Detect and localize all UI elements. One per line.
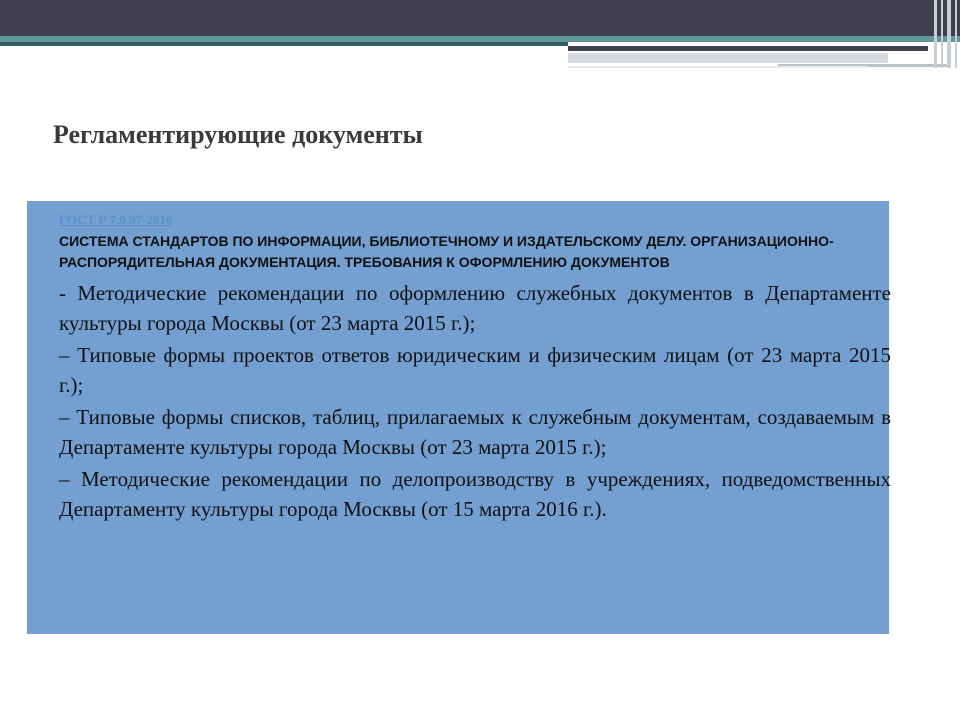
document-list (59, 278, 891, 524)
decorative-line (568, 53, 888, 63)
content-box (27, 201, 889, 634)
gost-link[interactable]: ГОСТ Р 7.0.97-2016 (59, 212, 173, 227)
slide-title: Регламентирующие документы (53, 120, 423, 149)
list-item: - Методические рекомендации по оформлению служебных документов в Департаменте культуры города Москвы (от 23 марта 2015 г.); (59, 281, 891, 335)
decorative-line (568, 66, 868, 68)
list-item: – Типовые формы списков, таблиц, прилагаемых к служебным документам, создаваемым в Департаменте культуры города Москвы (от 23 марта 2015 г.); (59, 405, 891, 459)
header-bar (0, 0, 960, 36)
list-item: – Типовые формы проектов ответов юридическим и физическим лицам (от 23 марта 2015 г.); (59, 343, 891, 397)
corner-decoration (932, 0, 960, 68)
list-item: – Методические рекомендации по делопроизводству в учреждениях, подведомственных Департаменту культуры города Москвы (от 15 марта 2016 г.). (59, 467, 891, 521)
decorative-line (568, 46, 928, 51)
accent-line (0, 42, 568, 46)
standard-name: СИСТЕМА СТАНДАРТОВ ПО ИНФОРМАЦИИ, БИБЛИОТЕЧНОМУ И ИЗДАТЕЛЬСКОМУ ДЕЛУ. ОРГАНИЗАЦИОННО-РАСПОРЯДИТЕЛЬНАЯ ДОКУМЕНТАЦИЯ. ТРЕБОВАНИЯ К ОФОРМЛЕНИЮ ДОКУМЕНТОВ (59, 233, 834, 270)
